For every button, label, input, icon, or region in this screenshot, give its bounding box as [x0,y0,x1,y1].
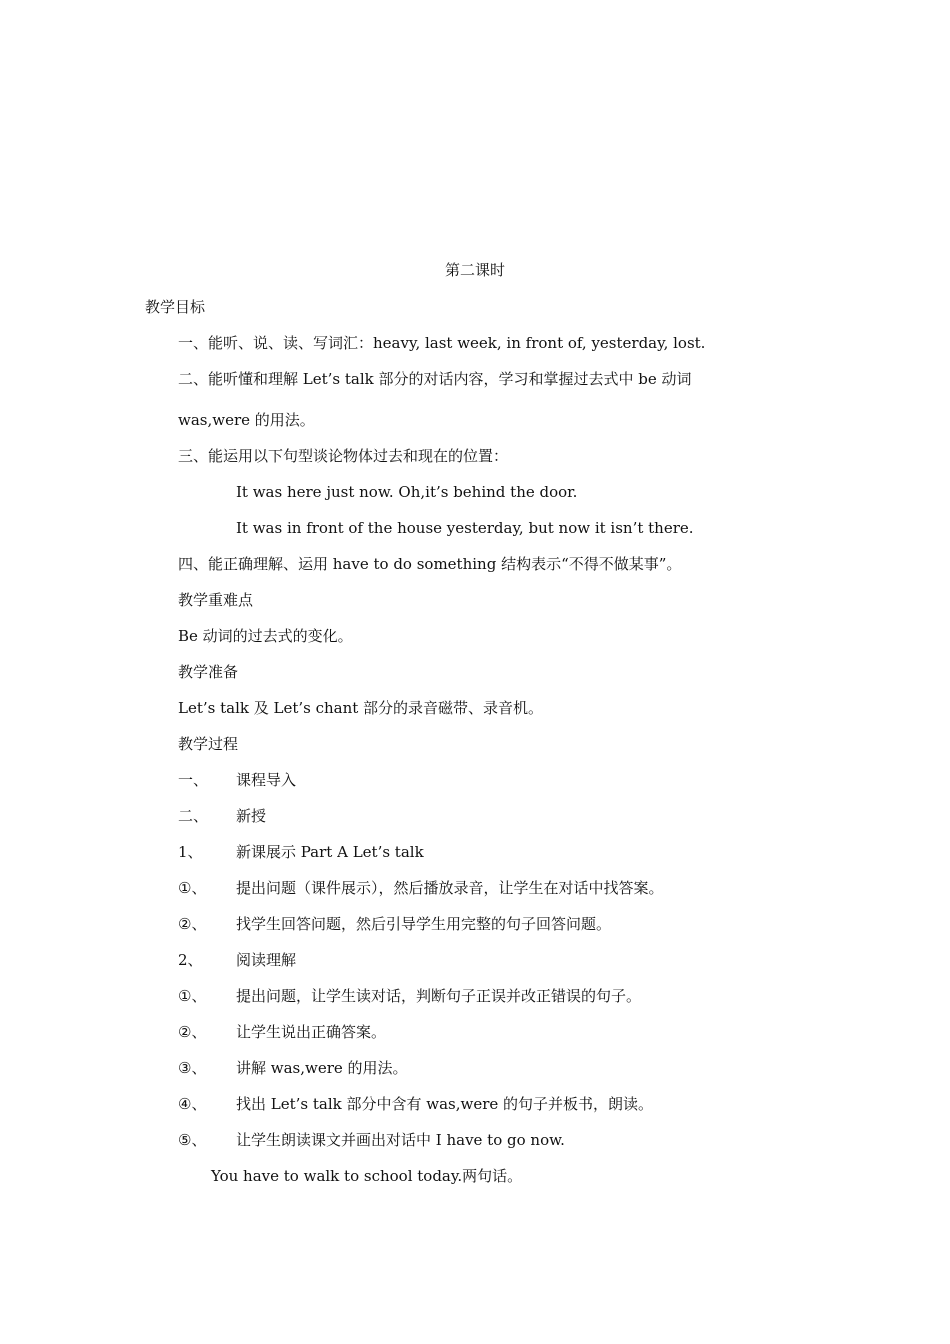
step-continuation: You have to walk to school today.两句话。 [211,1167,523,1185]
process-step [178,842,424,862]
difficulty-text: Be 动词的过去式的变化。 [178,627,353,645]
process-step [178,1130,565,1150]
example-sentence-1: It was here just now. Oh,it’s behind the door. [236,483,578,501]
step-marker: 1、 [178,843,203,861]
step-marker: 2、 [178,951,203,969]
step-text: 新授 [236,807,267,825]
preparation-heading: 教学准备 [178,663,239,681]
step-text: 提出问题，让学生读对话，判断句子正误并改正错误的句子。 [236,987,642,1005]
step-marker: 二、 [178,807,209,825]
objective-2-line-2: was,were 的用法。 [178,411,315,429]
objective-2-line-1: 二、能听懂和理解 Let’s talk 部分的对话内容，学习和掌握过去式中 be 动词 [178,370,692,388]
step-text: 新课展示 Part A Let’s talk [236,843,424,861]
process-step [178,1058,408,1078]
step-marker: 一、 [178,771,209,789]
step-text: 找学生回答问题，然后引导学生用完整的句子回答问题。 [236,915,612,933]
step-text: 让学生说出正确答案。 [236,1023,387,1041]
step-marker: ②、 [178,915,207,933]
step-text: 提出问题（课件展示），然后播放录音，让学生在对话中找答案。 [236,879,664,897]
process-step [178,806,266,826]
process-step [178,986,641,1006]
process-step [178,950,296,970]
objective-3: 三、能运用以下句型谈论物体过去和现在的位置： [178,447,509,465]
page-title: 第二课时 [444,261,505,279]
process-step [178,770,296,790]
step-text: 阅读理解 [236,951,297,969]
objectives-heading: 教学目标 [145,298,206,316]
difficulty-heading: 教学重难点 [178,591,254,609]
process-heading: 教学过程 [178,735,239,753]
step-marker: ①、 [178,987,207,1005]
step-text: 找出 Let’s talk 部分中含有 was,were 的句子并板书，朗读。 [236,1095,654,1113]
process-step [178,1022,386,1042]
step-text: 让学生朗读课文并画出对话中 I have to go now. [236,1131,565,1149]
process-step [178,1094,653,1114]
objective-4: 四、能正确理解、运用 have to do something 结构表示“不得不做某事”。 [178,555,682,573]
step-marker: ⑤、 [178,1131,207,1149]
step-marker: ④、 [178,1095,207,1113]
objective-1: 一、能听、说、读、写词汇：heavy, last week, in front of, yesterday, lost. [178,334,706,352]
step-marker: ①、 [178,879,207,897]
step-marker: ②、 [178,1023,207,1041]
step-marker: ③、 [178,1059,207,1077]
example-sentence-2: It was in front of the house yesterday, but now it isn’t there. [236,519,694,537]
step-text: 课程导入 [236,771,297,789]
process-step [178,878,664,898]
step-text: 讲解 was,were 的用法。 [236,1059,408,1077]
process-step [178,914,611,934]
preparation-text: Let’s talk 及 Let’s chant 部分的录音磁带、录音机。 [178,699,544,717]
